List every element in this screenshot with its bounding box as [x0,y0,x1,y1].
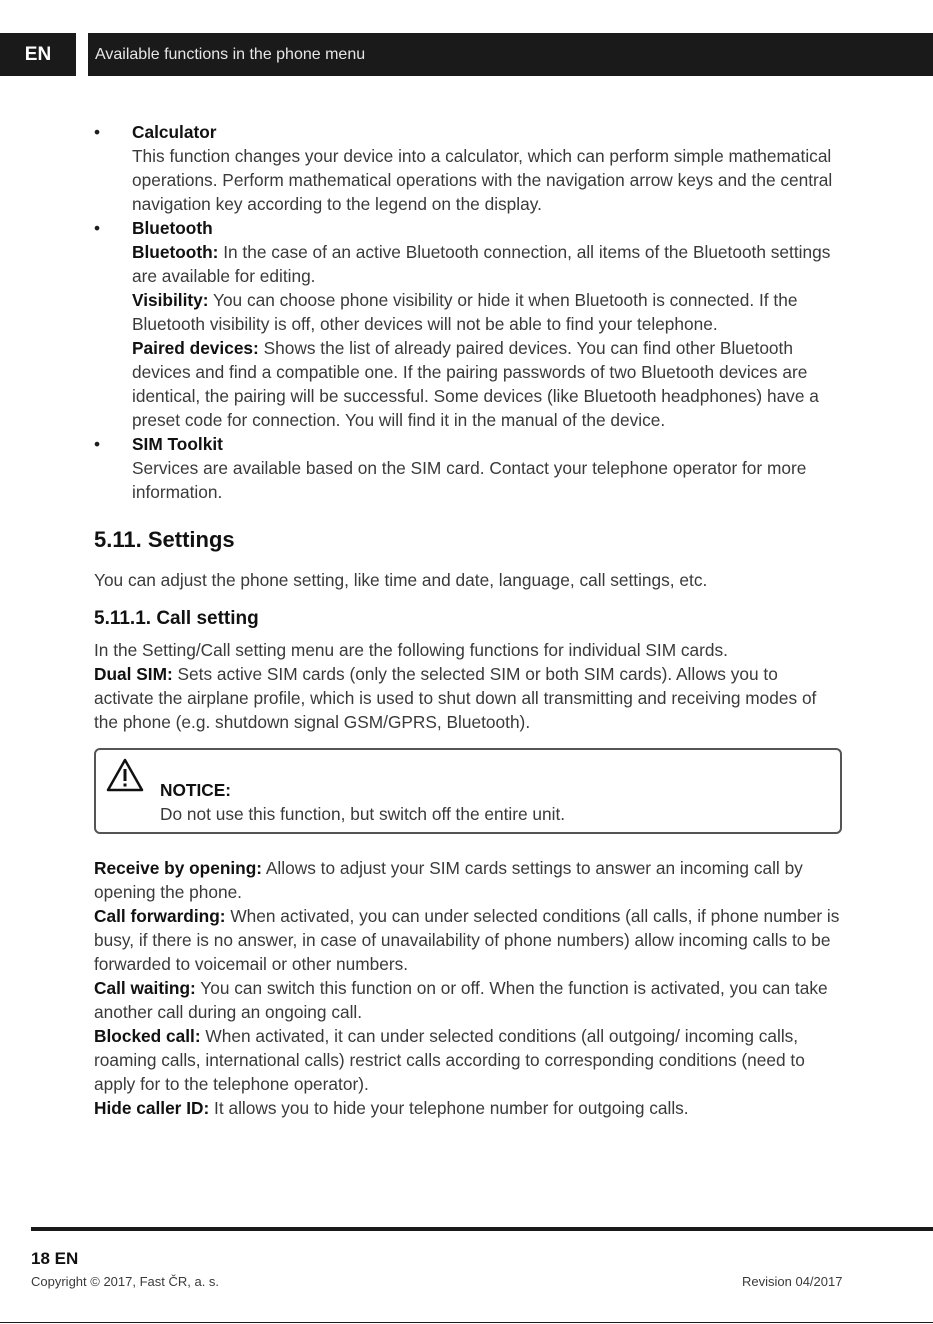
header-title: Available functions in the phone menu [95,45,366,63]
setting-item [94,856,842,904]
setting-label: Call forwarding: [94,906,226,926]
copyright-text: Copyright © 2017, Fast ČR, a. s. [31,1274,220,1289]
dual-sim-text: Sets active SIM cards (only the selected SIM or both SIM cards). Allows you to activate the airplane profile, which is used to shut down all transmitting and receiving modes of the phone (e.g. shutdown signal GSM/GPRS, Bluetooth). [94,664,817,732]
setting-item [94,1096,842,1120]
setting-label: Hide caller ID: [94,1098,210,1118]
setting-label: Receive by opening: [94,858,263,878]
subsection-intro: In the Setting/Call setting menu are the following functions for individual SIM cards. [94,640,728,660]
paragraph-label: Paired devices: [132,338,259,358]
dual-sim-label: Dual SIM: [94,664,173,684]
bullet-calculator [94,120,842,216]
dual-sim-paragraph [94,662,842,734]
bullet-title: Bluetooth [132,218,213,238]
setting-item [94,976,842,1024]
bullet-paragraph [132,288,842,336]
bullet-dot-icon: • [94,218,101,238]
bullet-paragraph [132,456,842,504]
warning-triangle-icon [106,758,144,792]
bullet-title: Calculator [132,122,217,142]
header-title-bar [88,33,933,76]
setting-label: Call waiting: [94,978,196,998]
paragraph-text: Shows the list of already paired devices. You can find other Bluetooth devices and find a compatible one. If the pairing passwords of two Bluetooth devices are identical, the pairing will be successful. Some devices (like Bluetooth headphones) have a preset code for connection. You will find it in the manual of the device. [132,338,819,430]
paragraph-text: In the case of an active Bluetooth connection, all items of the Bluetooth settings are available for editing. [132,242,831,286]
bullet-paragraph [132,336,842,432]
bullet-sim-toolkit [94,432,842,504]
revision-text: Revision 04/2017 [742,1274,843,1289]
setting-item [94,1024,842,1096]
bullet-title: SIM Toolkit [132,434,223,454]
paragraph-label: Bluetooth: [132,242,219,262]
section-intro: You can adjust the phone setting, like time and date, language, call settings, etc. [94,570,708,590]
bullet-dot-icon: • [94,122,101,142]
setting-text: You can switch this function on or off. When the function is activated, you can take another call during an ongoing call. [94,978,828,1022]
bottom-divider [0,1322,933,1323]
header-language-badge: EN [0,33,76,76]
bullet-paragraph [132,144,842,216]
notice-title: NOTICE: [160,780,232,800]
bullet-bluetooth [94,216,842,432]
paragraph-text: This function changes your device into a calculator, which can perform simple mathematical operations. Perform mathematical operations with the navigation arrow keys and the central navigation key according to the legend on the display. [132,146,833,214]
footer-divider [31,1227,933,1231]
paragraph-text: Services are available based on the SIM card. Contact your telephone operator for more information. [132,458,807,502]
setting-text: It allows you to hide your telephone number for outgoing calls. [209,1098,689,1118]
bullet-dot-icon: • [94,434,101,454]
setting-item [94,904,842,976]
setting-text: When activated, it can under selected conditions (all outgoing/ incoming calls, roaming calls, international calls) restrict calls according to corresponding conditions (need to apply for to the telephone operator). [94,1026,805,1094]
setting-text: Allows to adjust your SIM cards settings to answer an incoming call by opening the phone. [94,858,803,902]
setting-text: When activated, you can under selected conditions (all calls, if phone number is busy, if there is no answer, in case of unavailability of phone numbers) allow incoming calls to be forwarded to voicemail or other numbers. [94,906,840,974]
page-content [94,120,842,1120]
page-number: 18 EN [31,1249,79,1268]
notice-text: Do not use this function, but switch off the entire unit. [160,804,566,824]
subsection-heading: 5.11.1. Call setting [94,608,259,629]
notice-box [94,748,842,834]
section-heading: 5.11. Settings [94,527,235,552]
setting-label: Blocked call: [94,1026,201,1046]
paragraph-text: You can choose phone visibility or hide it when Bluetooth is connected. If the Bluetooth visibility is off, other devices will not be able to find your telephone. [132,290,798,334]
bullet-paragraph [132,240,842,288]
paragraph-label: Visibility: [132,290,209,310]
